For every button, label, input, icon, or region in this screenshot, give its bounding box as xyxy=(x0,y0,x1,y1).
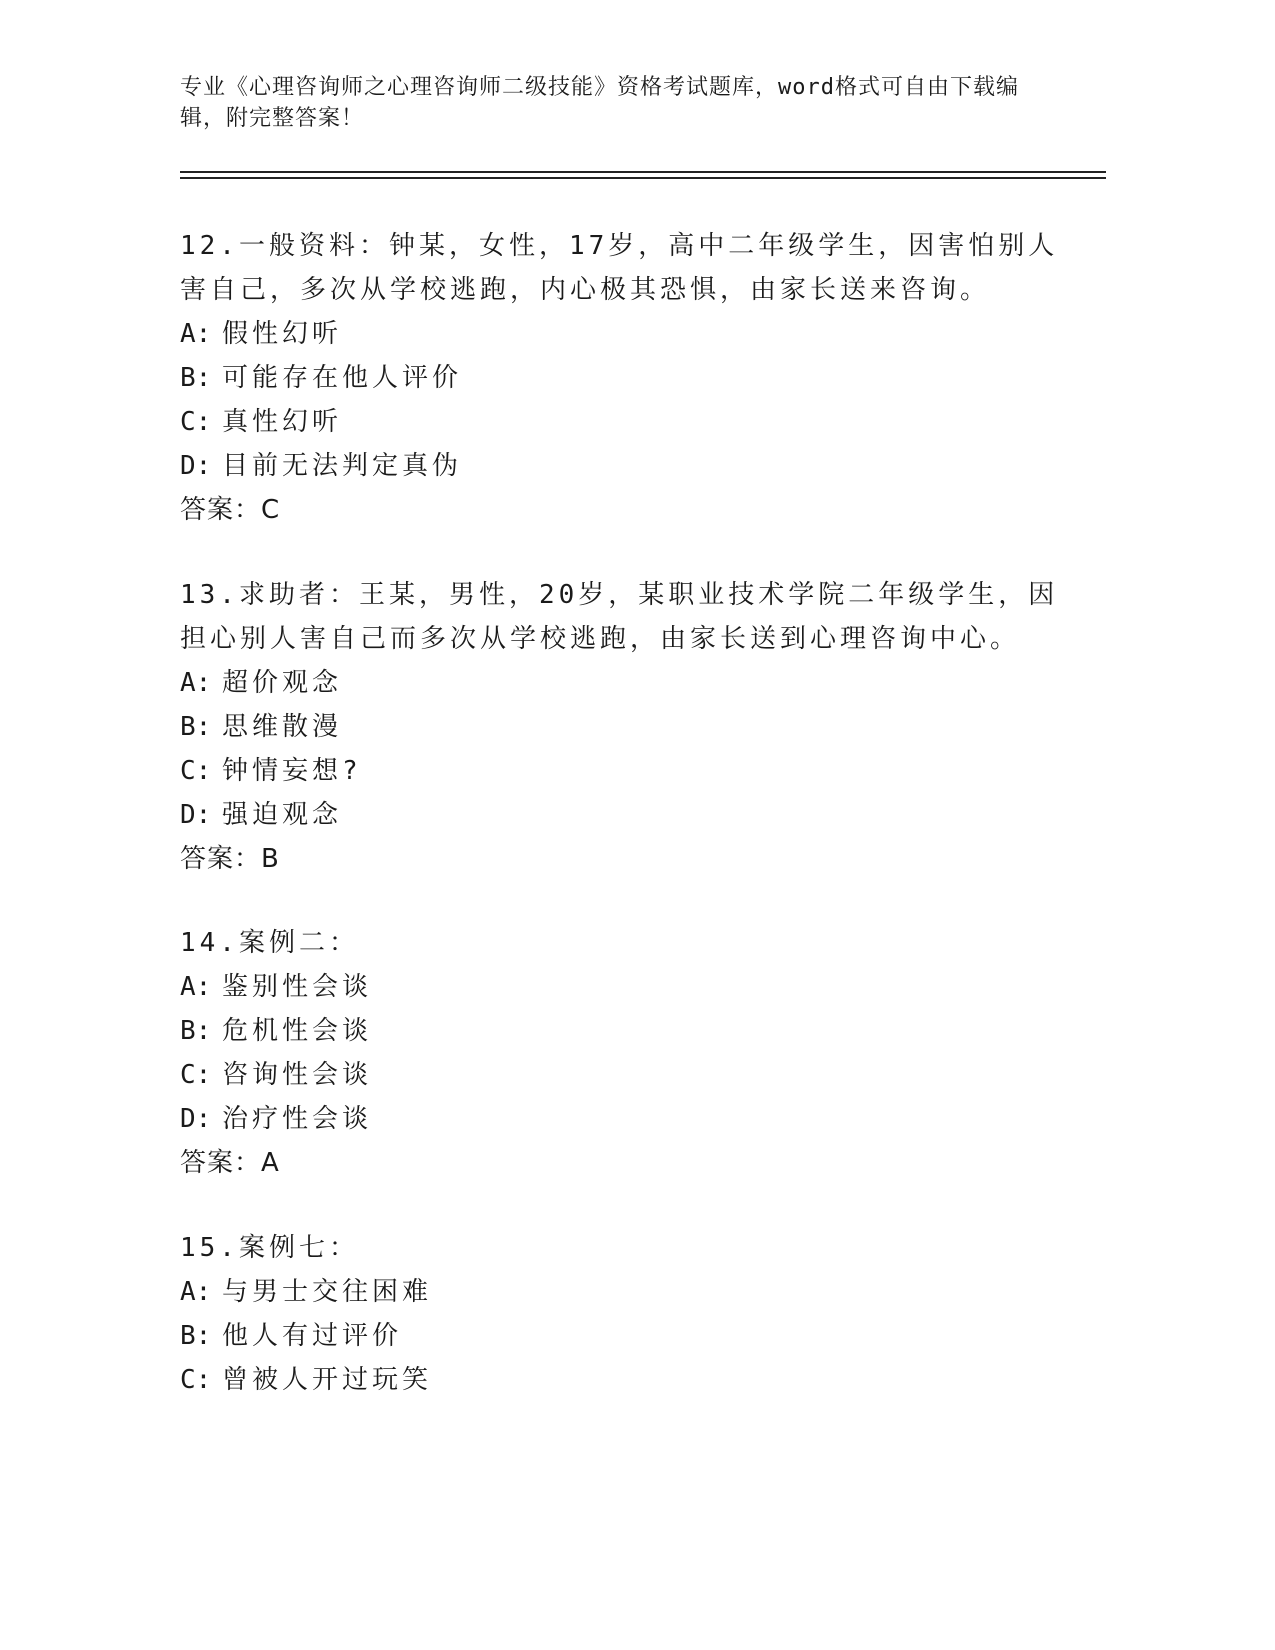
option-key: A: xyxy=(180,1277,212,1307)
option-key: D: xyxy=(180,1104,212,1134)
option-text: 目前无法判定真伪 xyxy=(222,451,463,481)
option-key: C: xyxy=(180,1060,212,1090)
question-stem: 14.案例二： xyxy=(180,928,359,958)
option-key: B: xyxy=(180,363,212,393)
question-stem: 12.一般资料：钟某，女性，17岁，高中二年级学生，因害怕别人害自己，多次从学校逃跑，内心极其恐惧，由家长送来咨询。 xyxy=(180,231,1059,305)
option-text: 危机性会谈 xyxy=(222,1016,373,1046)
option-text: 他人有过评价 xyxy=(222,1321,403,1351)
question-stem: 13.求助者：王某，男性，20岁，某职业技术学院二年级学生，因担心别人害自己而多次从学校逃跑，由家长送到心理咨询中心。 xyxy=(180,580,1059,654)
option-key: C: xyxy=(180,756,212,786)
answer-label: 答案：A xyxy=(180,1148,280,1178)
option-text: 治疗性会谈 xyxy=(222,1104,373,1134)
option-text: 强迫观念 xyxy=(222,800,343,830)
option-key: A: xyxy=(180,668,212,698)
answer-label: 答案：C xyxy=(180,495,281,525)
question-13 xyxy=(180,573,1060,881)
option-key: D: xyxy=(180,451,212,481)
option-key: D: xyxy=(180,800,212,830)
option-key: A: xyxy=(180,319,212,349)
option-text: 假性幻听 xyxy=(222,319,343,349)
option-text: 超价观念 xyxy=(222,668,343,698)
header-divider-bottom xyxy=(180,177,1106,179)
option-key: C: xyxy=(180,407,212,437)
question-12 xyxy=(180,224,1060,532)
option-text: 咨询性会谈 xyxy=(222,1060,373,1090)
option-key: C: xyxy=(180,1365,212,1395)
question-15 xyxy=(180,1226,1060,1402)
option-text: 与男士交往困难 xyxy=(222,1277,433,1307)
answer-label: 答案：B xyxy=(180,844,280,874)
option-key: A: xyxy=(180,972,212,1002)
option-a xyxy=(180,312,1060,356)
option-text: 思维散漫 xyxy=(222,712,343,742)
question-stem: 15.案例七： xyxy=(180,1233,359,1263)
option-c xyxy=(180,1053,1060,1097)
option-d xyxy=(180,444,1060,488)
option-text: 可能存在他人评价 xyxy=(222,363,463,393)
option-b xyxy=(180,1314,1060,1358)
option-text: 钟情妄想? xyxy=(222,756,362,786)
option-key: B: xyxy=(180,712,212,742)
option-text: 真性幻听 xyxy=(222,407,343,437)
option-b xyxy=(180,705,1060,749)
option-d xyxy=(180,793,1060,837)
option-c xyxy=(180,1358,1060,1402)
option-b xyxy=(180,1009,1060,1053)
option-key: B: xyxy=(180,1321,212,1351)
option-d xyxy=(180,1097,1060,1141)
document-header: 专业《心理咨询师之心理咨询师二级技能》资格考试题库，word格式可自由下载编辑，附完整答案！ xyxy=(180,75,1019,131)
option-a xyxy=(180,965,1060,1009)
option-a xyxy=(180,661,1060,705)
option-text: 鉴别性会谈 xyxy=(222,972,373,1002)
header-divider-top xyxy=(180,171,1106,173)
option-c xyxy=(180,400,1060,444)
option-b xyxy=(180,356,1060,400)
question-14 xyxy=(180,921,1060,1185)
option-text: 曾被人开过玩笑 xyxy=(222,1365,433,1395)
option-a xyxy=(180,1270,1060,1314)
option-c xyxy=(180,749,1060,793)
option-key: B: xyxy=(180,1016,212,1046)
